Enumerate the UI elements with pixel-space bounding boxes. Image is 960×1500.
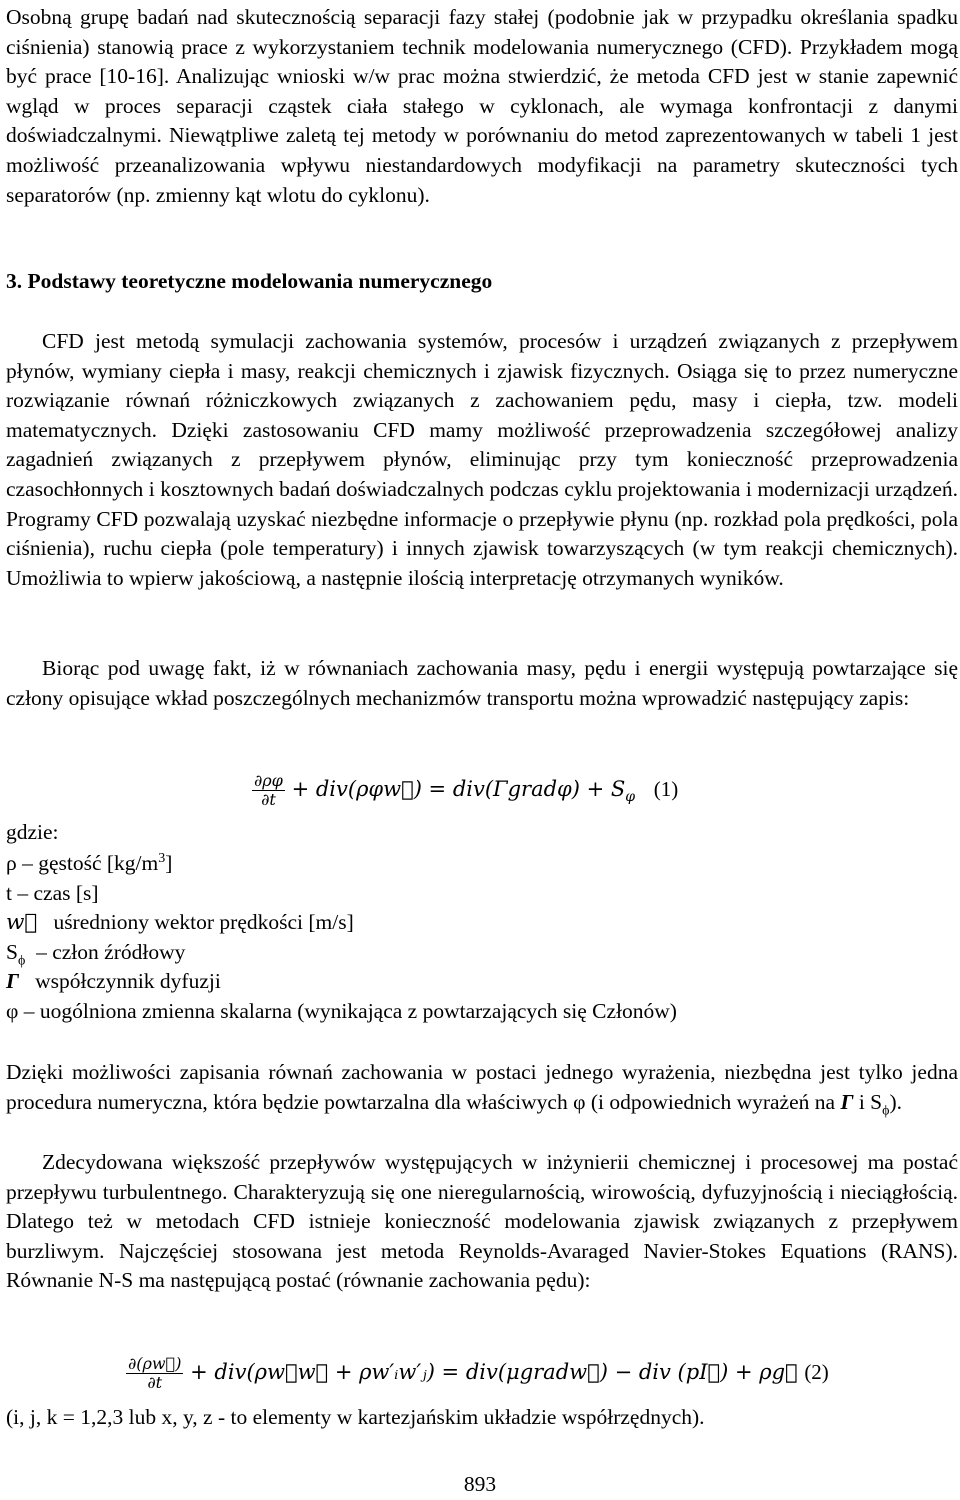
symbol-gamma-desc: współczynnik dyfuzji xyxy=(19,969,221,994)
equation-2-label: (2) xyxy=(804,1360,829,1384)
equation-2-rhs: + div(ρw⃗w⃗ + ρw′ᵢw′ⱼ) = div(μgradw⃗) − div (pI⃗) + ρg⃗ xyxy=(190,1360,798,1384)
symbol-item-t xyxy=(6,879,958,909)
equation-1-rhs: + div(ρφw⃗) = div(Γgradφ) + S xyxy=(291,777,626,801)
symbol-s: S xyxy=(6,939,18,964)
equation-2-numerator: ∂(ρw⃗) xyxy=(128,1354,182,1373)
section-heading: 3. Podstawy teoretyczne modelowania numerycznego xyxy=(6,269,493,293)
equation-1-subscript: φ xyxy=(625,789,636,806)
equation-2 xyxy=(126,1355,956,1405)
symbol-rho: ρ xyxy=(6,851,17,875)
symbol-item-s xyxy=(6,938,958,968)
where-label: gdzie: xyxy=(6,820,59,844)
paragraph-turbulence: Zdecydowana większość przepływów występujących w inżynierii chemicznej i procesowej ma postać przepływu turbulentnego. Charakteryzują się one nieregularnością, wirowością, dyfuzyjnością i nieciągłością. Dlatego też w metodach CFD istnieje konieczność modelowania zjawisk związanych z przepływem burzliwym. Najczęściej stosowana jest metoda Reynolds-Avaraged Navier-Stokes Equations (RANS). Równanie N-S ma następującą postać (równanie zachowania pędu): xyxy=(6,1150,958,1293)
paragraph-indices: (i, j, k = 1,2,3 lub x, y, z - to elementy w kartezjańskim układzie współrzędnych). xyxy=(6,1405,705,1429)
symbol-t: t xyxy=(6,880,12,905)
equation-1-numerator: ∂ρφ xyxy=(254,771,283,790)
symbol-rho-desc: – gęstość [kg/m xyxy=(16,851,159,875)
symbol-t-desc: – czas [s] xyxy=(11,880,99,905)
symbol-phi-desc: – uogólniona zmienna skalarna (wynikająca z powtarzających się Członów) xyxy=(18,998,677,1023)
equation-1-fraction xyxy=(252,772,285,809)
page-number: 893 xyxy=(463,1472,497,1496)
symbol-s-sub: ϕ xyxy=(17,953,26,969)
symbol-s-desc: – człon źródłowy xyxy=(25,939,186,964)
symbol-item-gamma xyxy=(6,967,958,997)
equation-2-fraction xyxy=(126,1355,183,1392)
equation-1-label: (1) xyxy=(653,777,679,801)
paragraph-single-expression xyxy=(6,1058,958,1117)
symbol-list xyxy=(6,849,958,1027)
symbol-item-w xyxy=(6,908,958,938)
paragraph-cfd-intro: Osobną grupę badań nad skutecznością separacji fazy stałej (podobnie jak w przypadku określania spadku ciśnienia) stanowią prace z wykorzystaniem technik modelowania numerycznego (CFD). Przykładem mogą być prace [10-16]. Analizując wnioski w/w prac można stwierdzić, że metoda CFD jest w stanie zapewnić wgląd w proces separacji cząstek ciała stałego w cyklonach, ale wymaga konfrontacji z danymi doświadczalnymi. Niewątpliwe zaletą tej metody w porównaniu do metod zaprezentowanych w tabeli 1 jest możliwość przeanalizowania wpływu niestandardowych modyfikacji na parametry skuteczności tych separatorów (np. zmienny kąt wlotu do cyklonu). xyxy=(6,5,958,207)
paragraph-single-expression-c: ). xyxy=(889,1089,903,1114)
paragraph-cfd-definition: CFD jest metodą symulacji zachowania systemów, procesów i urządzeń związanych z przepływem płynów, wymiany ciepła i masy, reakcji chemicznych i zjawisk fizycznych. Osiąga się to przez numeryczne rozwiązanie równań różniczkowych związanych z zachowaniem pędu, masy i ciepła, tzw. modeli matematycznych. Dzięki zastosowaniu CFD mamy możliwość przeprowadzenia szczegółowej analizy zagadnień związanych z przepływem płynów, eliminując przy tym konieczność przeprowadzenia czasochłonnych i kosztownych badań doświadczalnych podczas cyklu projektowania i modernizacji urządzeń. Programy CFD pozwalają uzyskać niezbędne informacje o przepływie płynu (np. rozkład pola prędkości, pola ciśnienia), ruchu ciepła (pole temperatury) i innych zjawisk towarzyszących (w tym reakcji chemicznych). Umożliwia to wpierw jakościową, a następnie ilością interpretację otrzymanych wyników. xyxy=(6,329,958,590)
symbol-w: w⃗ xyxy=(6,910,38,936)
paragraph-conservation: Biorąc pod uwagę fakt, iż w równaniach zachowania masy, pędu i energii występują powtarzające się człony opisujące wkład poszczególnych mechanizmów transportu można wprowadzić następujący zapis: xyxy=(6,656,958,710)
symbol-gamma: Γ xyxy=(6,969,19,994)
equation-2-denominator: ∂t xyxy=(126,1373,183,1392)
symbol-item-rho xyxy=(6,849,958,879)
paragraph-single-expression-a: Dzięki możliwości zapisania równań zachowania w postaci jednego wyrażenia, niezbędna jest tylko jedna procedura numeryczna, która będzie powtarzalna dla właściwych φ (i odpowiednich wyrażeń na xyxy=(6,1060,958,1114)
symbol-item-phi xyxy=(6,997,958,1027)
symbol-phi: φ xyxy=(6,998,19,1023)
inline-phi-sub: ϕ xyxy=(882,1102,890,1118)
inline-gamma: Γ xyxy=(840,1089,854,1114)
symbol-rho-tail: ] xyxy=(165,851,173,875)
symbol-w-desc: uśredniony wektor prędkości [m/s] xyxy=(37,910,354,935)
equation-1 xyxy=(252,772,960,822)
equation-1-denominator: ∂t xyxy=(252,790,285,809)
symbol-rho-sup: 3 xyxy=(158,850,166,866)
paragraph-single-expression-b: i S xyxy=(853,1089,883,1114)
